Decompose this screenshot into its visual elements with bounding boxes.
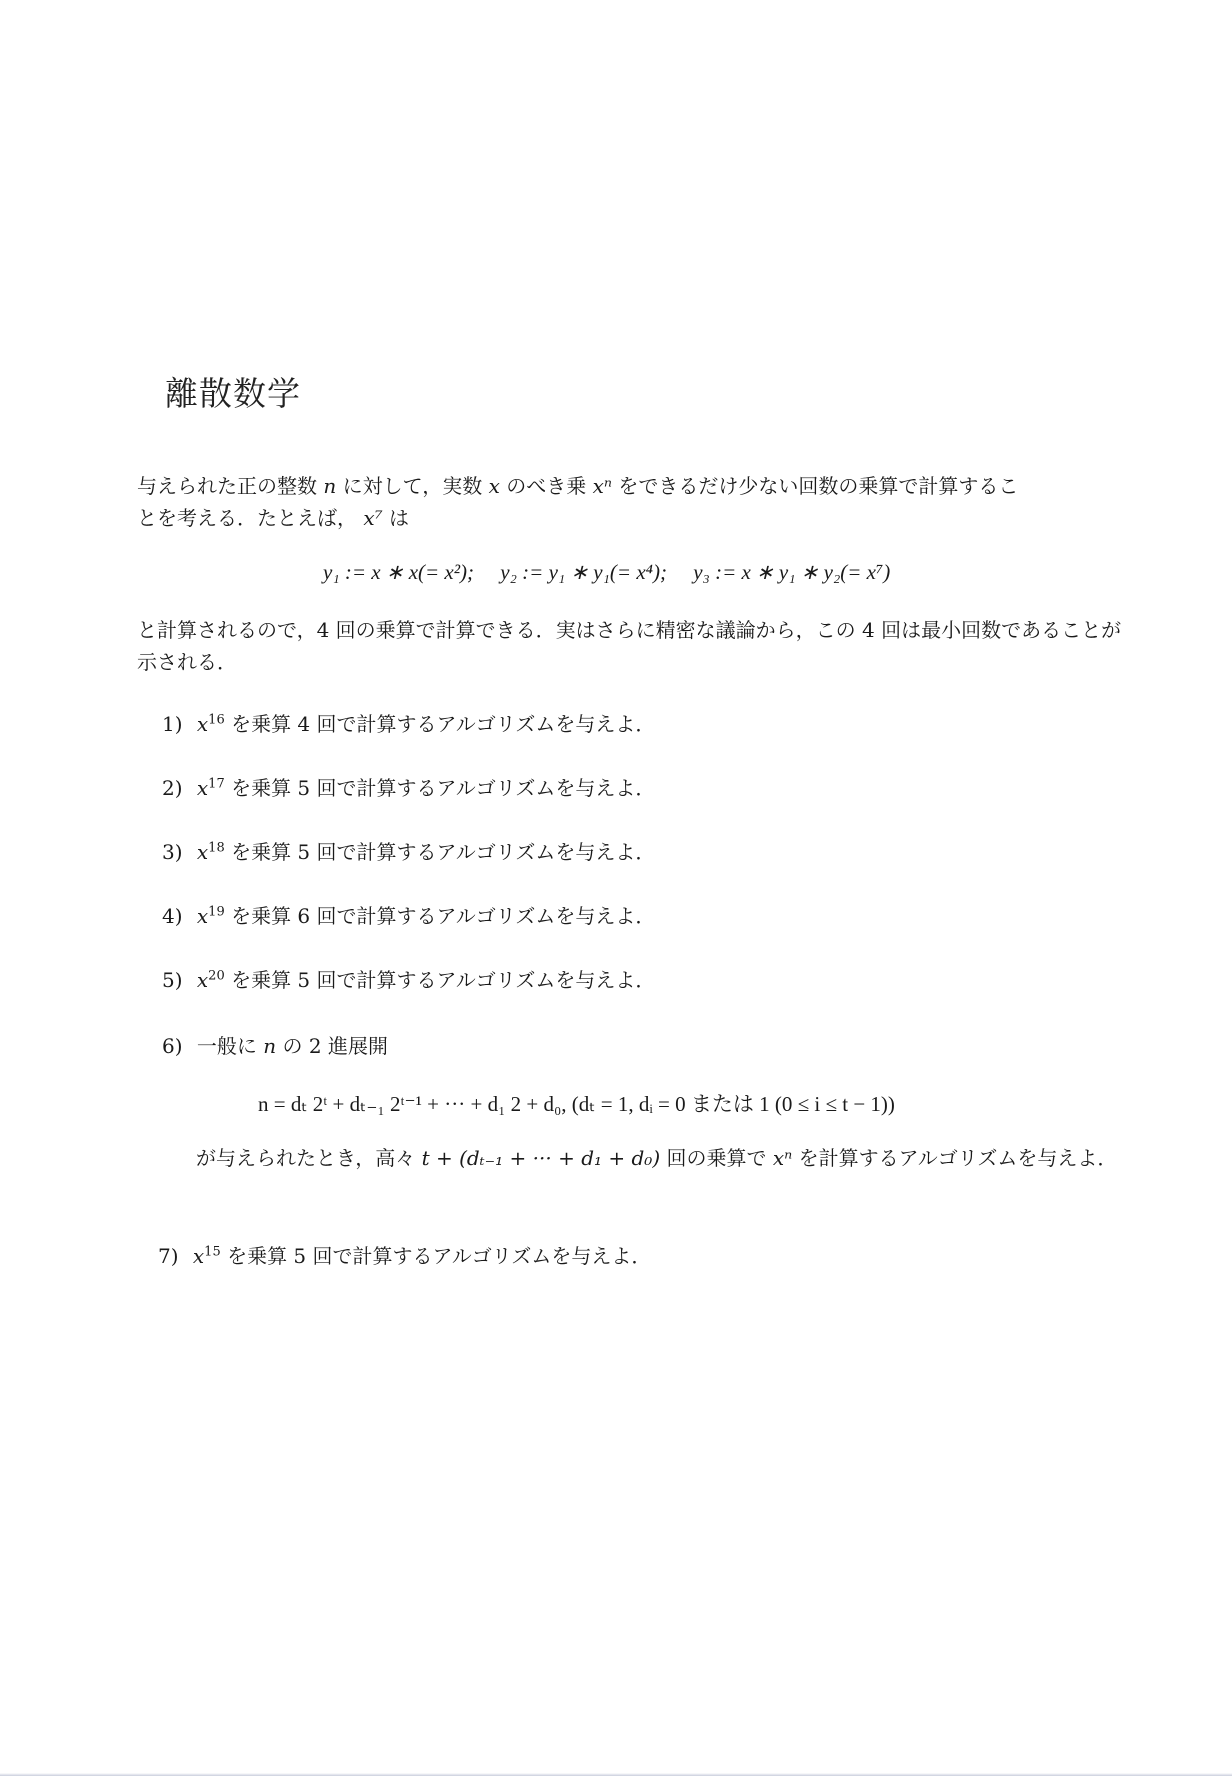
formula-part-1: y₁ := x ∗ x(= x²); — [323, 560, 475, 584]
math-xn: xⁿ — [592, 474, 612, 498]
math-x: x — [196, 968, 209, 992]
item-text: を乗算 5 回で計算するアルゴリズムを与えよ． — [227, 1244, 652, 1268]
problem-item — [162, 772, 655, 801]
item-text: 回の乗算で — [666, 1146, 767, 1170]
item-text: を乗算 5 回で計算するアルゴリズムを与えよ． — [231, 776, 656, 800]
item-number: 3) — [162, 840, 183, 864]
math-x: x — [192, 1244, 205, 1268]
intro-text-1: 与えられた正の整数 — [137, 474, 317, 498]
exponent: 19 — [208, 904, 225, 920]
math-xn: xⁿ — [772, 1146, 793, 1170]
item-text: を計算するアルゴリズムを与えよ． — [798, 1146, 1118, 1170]
item-text: を乗算 4 回で計算するアルゴリズムを与えよ． — [231, 712, 656, 736]
problem-item — [162, 1030, 388, 1059]
problem-item — [158, 1240, 651, 1269]
intro-text-6: は — [389, 506, 410, 530]
item-text: を乗算 5 回で計算するアルゴリズムを与えよ． — [231, 840, 656, 864]
item-number: 6) — [162, 1034, 183, 1058]
formula-part-3: y₃ := x ∗ y₁ ∗ y₂(= x⁷) — [693, 560, 891, 584]
intro-text-2: に対して，実数 — [342, 474, 483, 498]
document-title: 離散数学 — [165, 374, 301, 413]
math-n: n — [323, 474, 337, 498]
binary-expansion-formula: n = dₜ 2ᵗ + dₜ₋₁ 2ᵗ⁻¹ + ··· + d₁ 2 + d₀, (dₜ = 1, dᵢ = 0 または 1 (0 ≤ i ≤ t − 1)) — [258, 1092, 895, 1116]
item-number: 4) — [162, 904, 183, 928]
exponent: 16 — [208, 712, 225, 728]
problem-item — [162, 964, 655, 993]
intro-paragraph — [137, 470, 1127, 534]
item-text: を乗算 6 回で計算するアルゴリズムを与えよ． — [231, 904, 656, 928]
math-x: x — [196, 904, 209, 928]
problem-item — [162, 836, 655, 865]
math-x: x — [488, 474, 500, 498]
item-text: 一般に — [196, 1034, 257, 1058]
exponent: 18 — [208, 840, 225, 856]
item-number: 7) — [158, 1244, 179, 1268]
item-text: が与えられたとき，高々 — [196, 1146, 416, 1170]
explanation-paragraph: と計算されるので，4 回の乗算で計算できる．実はさらに精密な議論から，この 4 回は最小回数であることが示される． — [137, 618, 1122, 674]
formula-part-2: y₂ := y₁ ∗ y₁(= x⁴); — [500, 560, 667, 584]
math-n: n — [263, 1034, 277, 1058]
problem-item — [162, 900, 655, 929]
exponent: 20 — [208, 968, 225, 984]
problem-item-continuation — [196, 1142, 1126, 1174]
example-formula — [323, 560, 890, 585]
item-number: 1) — [162, 712, 183, 736]
item-number: 5) — [162, 968, 183, 992]
problem-item — [162, 708, 655, 737]
exponent: 17 — [208, 776, 225, 792]
math-x: x — [196, 840, 209, 864]
exponent: 15 — [204, 1244, 221, 1260]
item-text: を乗算 5 回で計算するアルゴリズムを与えよ． — [231, 968, 656, 992]
intro-text-4: をできるだけ少ない回数の乗算で計算するこ — [618, 474, 1019, 498]
math-x: x — [196, 776, 209, 800]
math-x7: x⁷ — [363, 506, 383, 530]
item-text: の 2 進展開 — [282, 1034, 388, 1058]
math-bound: t + (dₜ₋₁ + ··· + d₁ + d₀) — [421, 1146, 661, 1170]
math-x: x — [196, 712, 209, 736]
intro-text-3: のべき乗 — [506, 474, 587, 498]
item-number: 2) — [162, 776, 183, 800]
intro-text-5: とを考える．たとえば， — [137, 506, 357, 530]
